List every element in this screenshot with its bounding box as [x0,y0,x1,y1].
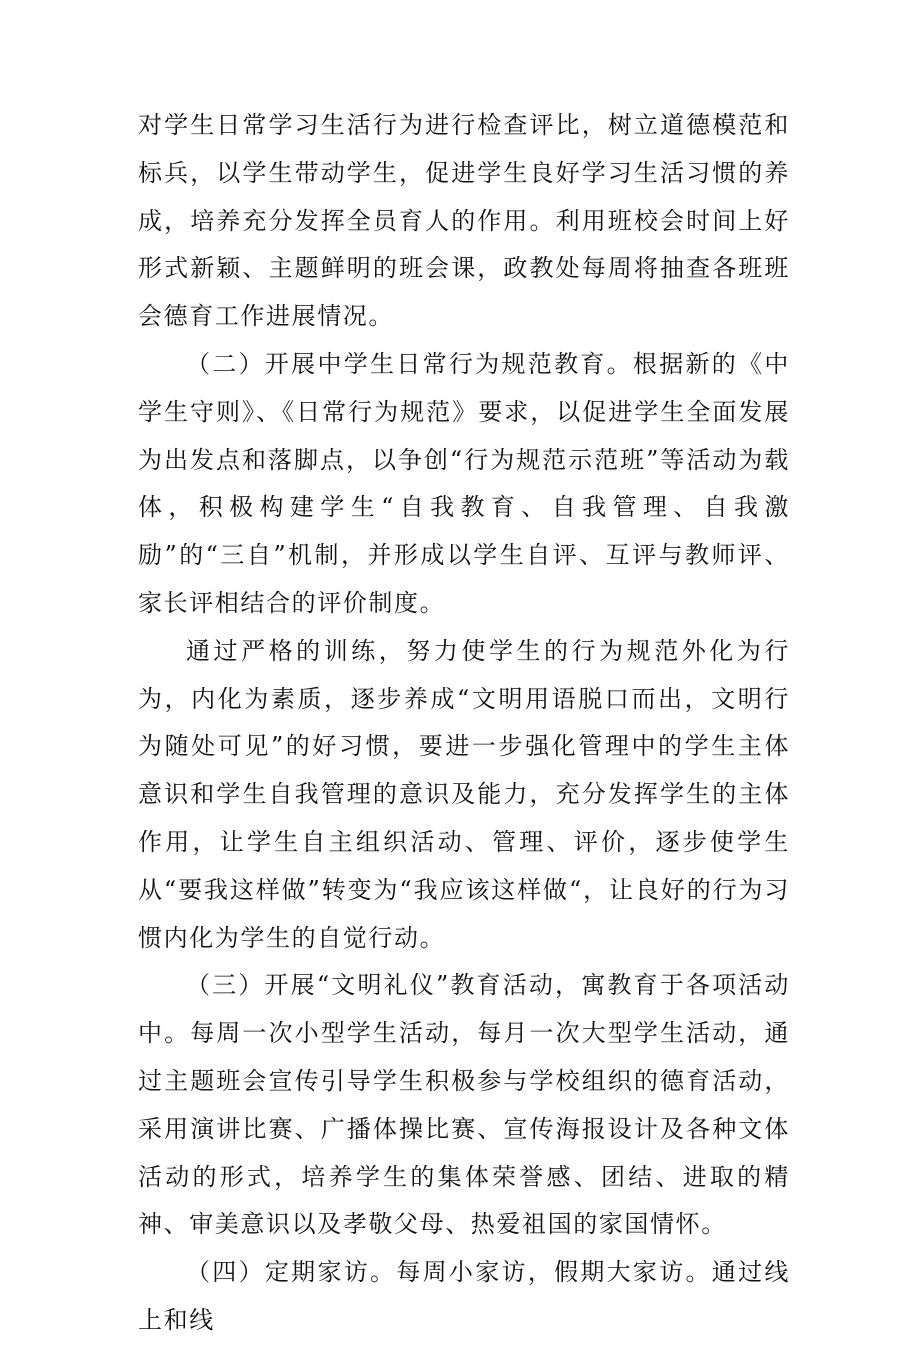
paragraph-section-two: （二）开展中学生日常行为规范教育。根据新的《中学生守则》、《日常行为规范》要求，以促进学生全面发展为出发点和落脚点，以争创“行为规范示范班”等活动为载体，积极构建学生“自我教育、自我管理、自我激励”的“三自”机制，并形成以学生自评、互评与教师评、家长评相结合的评价制度。 [138,349,790,617]
document-body [138,102,790,1345]
paragraph-section-four: （四）定期家访。每周小家访，假期大家访。通过线上和线 [138,1258,790,1334]
paragraph-section-three: （三）开展“文明礼仪”教育活动，寓教育于各项活动中。每周一次小型学生活动，每月一次大型学生活动，通过主题班会宣传引导学生积极参与学校组织的德育活动，采用演讲比赛、广播体操比赛、宣传海报设计及各种文体活动的形式，培养学生的集体荣誉感、团结、进取的精神、审美意识以及孝敬父母、热爱祖国的家国情怀。 [138,971,790,1239]
paragraph-continuation: 对学生日常学习生活行为进行检查评比，树立道德模范和标兵，以学生带动学生，促进学生良好学习生活习惯的养成，培养充分发挥全员育人的作用。利用班校会时间上好形式新颖、主题鲜明的班会课，政教处每周将抽查各班班会德育工作进展情况。 [138,111,790,331]
paragraph-training: 通过严格的训练，努力使学生的行为规范外化为行为，内化为素质，逐步养成“文明用语脱口而出，文明行为随处可见”的好习惯，要进一步强化管理中的学生主体意识和学生自我管理的意识及能力，充分发挥学生的主体作用，让学生自主组织活动、管理、评价，逐步使学生从“要我这样做”转变为“我应该这样做“，让良好的行为习惯内化为学生的自觉行动。 [138,636,790,952]
